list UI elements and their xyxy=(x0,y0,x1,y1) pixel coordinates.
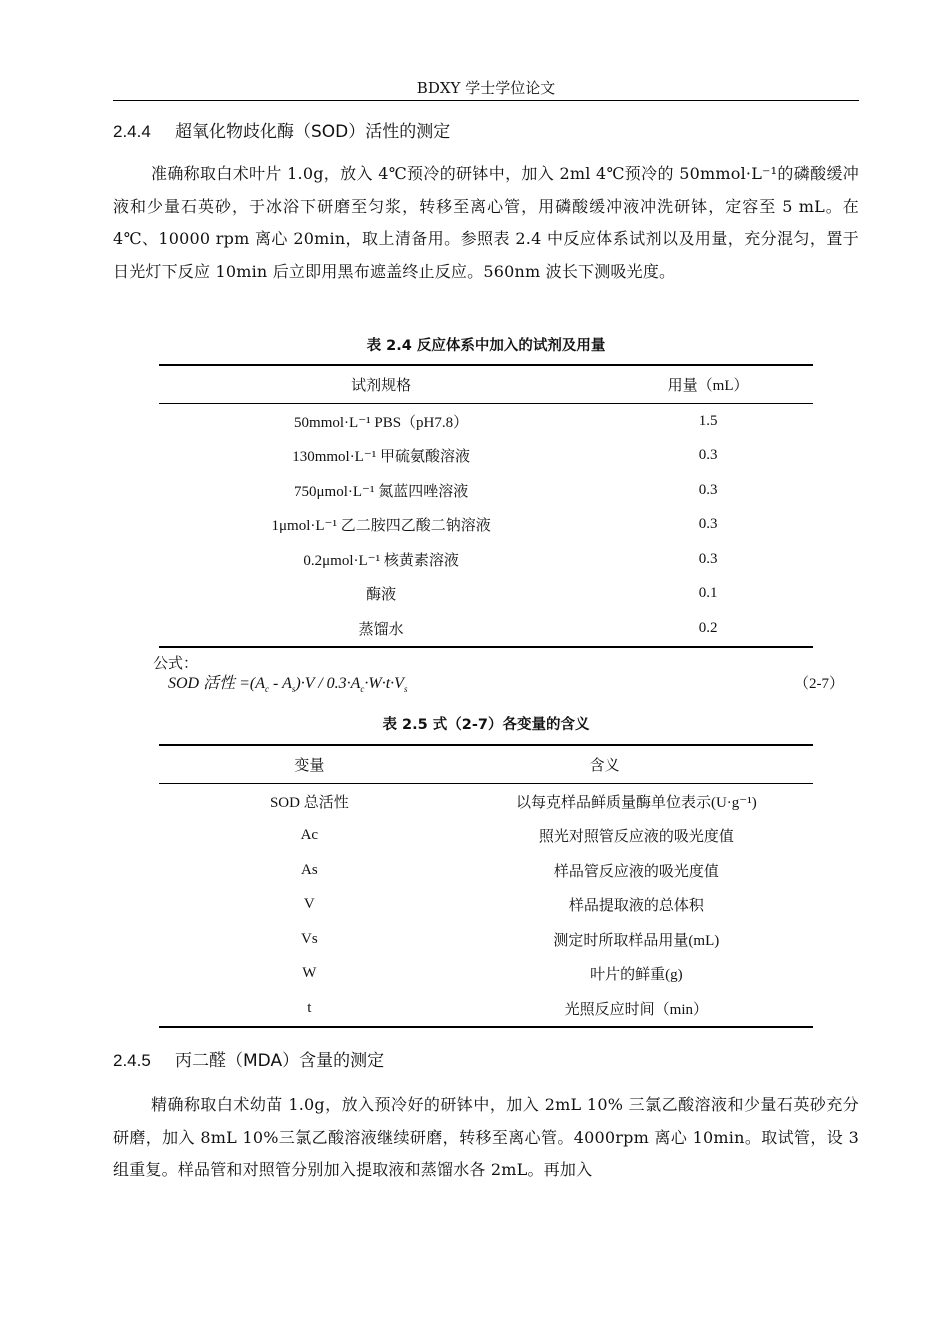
table-row xyxy=(159,888,813,923)
section-number: 2.4.5 xyxy=(113,1051,151,1070)
table-cell: 0.3 xyxy=(698,481,718,498)
column-header-reagent: 试剂规格 xyxy=(159,365,603,404)
formula-label: 公式： xyxy=(153,654,199,672)
table-cell: 蒸馏水 xyxy=(159,611,603,647)
table-header-row xyxy=(159,745,813,784)
section-title: 丙二醛（MDA）含量的测定 xyxy=(175,1051,385,1071)
table-cell: 0.2 xyxy=(603,611,813,647)
reagent-table xyxy=(159,364,813,648)
table-cell: 照光对照管反应液的吸光度值 xyxy=(538,829,734,846)
table-cell: t xyxy=(159,991,460,1027)
table-cell: Ac xyxy=(300,827,319,844)
table-row xyxy=(159,819,813,854)
column-header-meaning: 含义 xyxy=(460,745,813,784)
table-cell: 0.3 xyxy=(698,550,718,567)
table-cell: 1μmol·L⁻¹ 乙二胺四乙酸二钠溶液 xyxy=(271,518,491,535)
column-header-volume: 用量（mL） xyxy=(603,365,813,404)
table-row xyxy=(159,542,813,577)
table-cell: 测定时所取样品用量(mL) xyxy=(553,932,720,949)
table-cell: 50mmol·L⁻¹ PBS（pH7.8） xyxy=(294,414,469,431)
paragraph-text: 精确称取白术幼苗 1.0g，放入预冷好的研钵中，加入 2mL 10% 三氯乙酸溶液和少量石英砂充分研磨，加入 8mL 10%三氯乙酸溶液继续研磨，转移至离心管。4000rpm 离心 10min。取试管，设 3 组重复。样品管和对照管分别加入提取液和蒸馏水各 2mL。再加入 xyxy=(113,1095,859,1179)
table-row xyxy=(159,611,813,647)
column-header-variable: 变量 xyxy=(159,745,460,784)
section-number: 2.4.4 xyxy=(113,122,151,141)
formula-number: （2-7） xyxy=(794,676,844,692)
table-cell: 样品管反应液的吸光度值 xyxy=(553,863,719,880)
table-cell: W xyxy=(302,965,317,982)
table-cell: 750μmol·L⁻¹ 氮蓝四唑溶液 xyxy=(294,483,469,500)
paragraph-mda-method xyxy=(113,1089,859,1187)
sod-formula: SOD 活性 $=(A_c - A_s)\cdot V / 0.3\cdot A_c\cdot W\cdot t\cdot V_s$ xyxy=(168,675,408,695)
table-row xyxy=(159,439,813,474)
table-row xyxy=(159,508,813,543)
table-cell: V xyxy=(303,896,315,913)
section-heading-2-4-5 xyxy=(113,1050,384,1072)
table-row xyxy=(159,577,813,612)
variable-table-body xyxy=(159,784,813,1027)
reagent-table-body xyxy=(159,404,813,647)
table-header-row xyxy=(159,365,813,404)
table-cell: Vs xyxy=(301,930,318,947)
header-rule xyxy=(113,100,859,101)
table-row xyxy=(159,473,813,508)
table-caption-2-5: 表 2.5 式（2-7）各变量的含义 xyxy=(382,717,590,733)
table-cell: 叶片的鲜重(g) xyxy=(590,967,683,984)
table-cell: As xyxy=(301,861,318,878)
table-cell: 1.5 xyxy=(698,412,718,429)
table-row xyxy=(159,957,813,992)
table-row xyxy=(159,991,813,1027)
table-row xyxy=(159,404,813,439)
table-cell: 130mmol·L⁻¹ 甲硫氨酸溶液 xyxy=(292,449,471,466)
table-caption-2-4: 表 2.4 反应体系中加入的试剂及用量 xyxy=(366,338,606,354)
section-heading-2-4-4 xyxy=(113,121,450,143)
table-cell: 0.2μmol·L⁻¹ 核黄素溶液 xyxy=(303,552,459,569)
table-cell: 样品提取液的总体积 xyxy=(568,898,704,915)
paragraph-sod-method xyxy=(113,158,859,288)
table-cell: 0.3 xyxy=(698,516,718,533)
table-cell: 以每克样品鲜质量酶单位表示(U·g⁻¹) xyxy=(515,794,757,811)
table-cell: 酶液 xyxy=(366,587,397,604)
running-header: BDXY 学士学位论文 xyxy=(416,79,556,97)
table-cell: 光照反应时间（min） xyxy=(460,991,813,1027)
table-row xyxy=(159,922,813,957)
table-cell: 0.3 xyxy=(698,447,718,464)
table-cell: SOD 总活性 xyxy=(269,794,349,811)
table-row xyxy=(159,784,813,819)
paragraph-text: 准确称取白术叶片 1.0g，放入 4℃预冷的研钵中，加入 2ml 4℃预冷的 50mmol·L⁻¹的磷酸缓冲液和少量石英砂，于冰浴下研磨至匀浆，转移至离心管，用磷酸缓冲液冲洗研钵，定容至 5 mL。在 4℃、10000 rpm 离心 20min，取上清备用。参照表 2.4 中反应体系试剂以及用量，充分混匀，置于日光灯下反应 10min 后立即用黑布遮盖终止反应。560nm 波长下测吸光度。 xyxy=(113,164,859,281)
section-title: 超氧化物歧化酶（SOD）活性的测定 xyxy=(175,122,451,142)
variable-table xyxy=(159,744,813,1028)
table-row xyxy=(159,853,813,888)
table-cell: 0.1 xyxy=(698,585,718,602)
